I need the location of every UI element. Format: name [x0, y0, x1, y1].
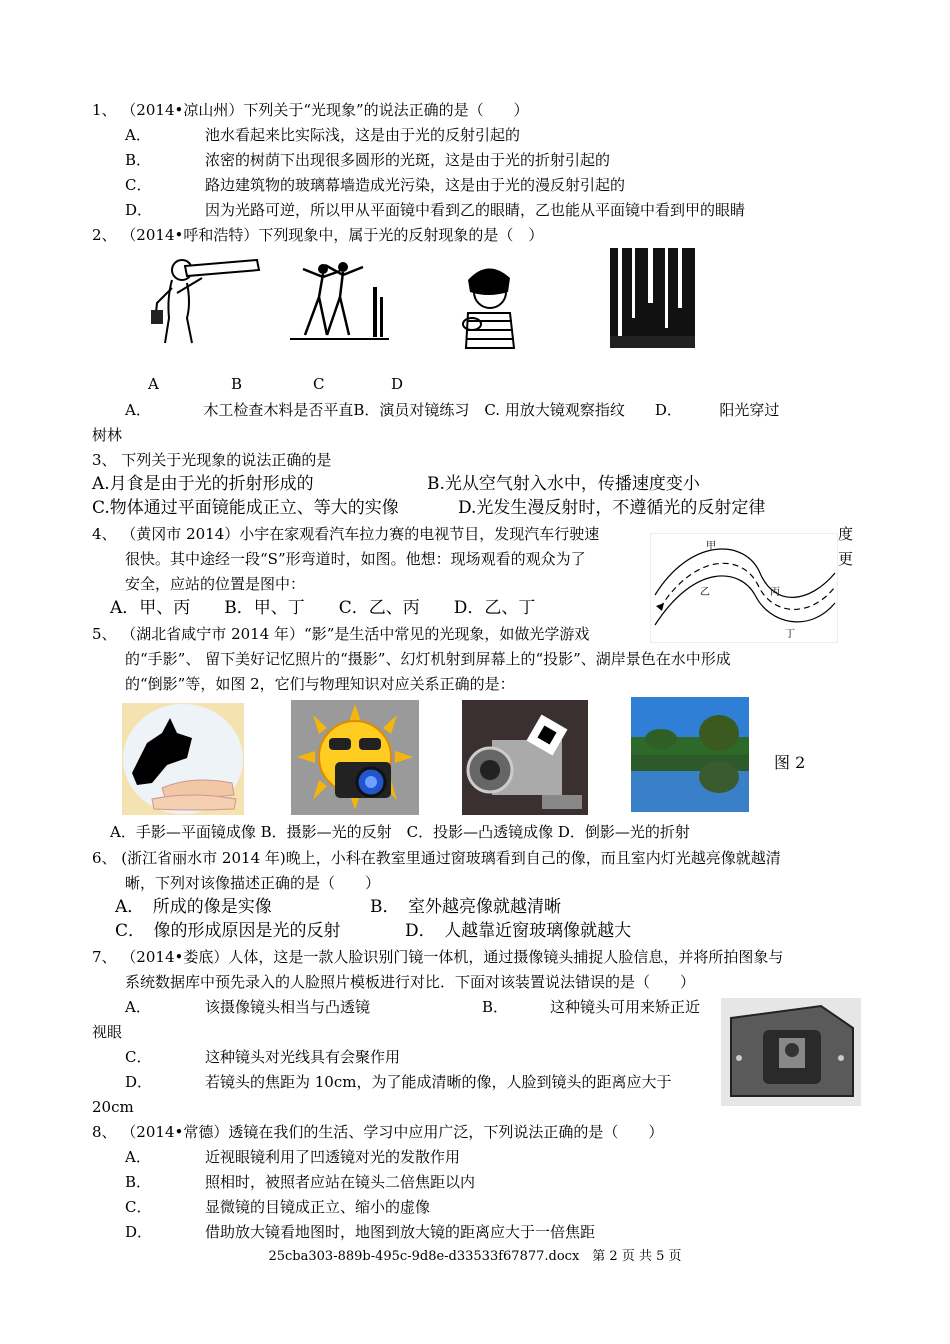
- q2-label-a: A: [148, 375, 159, 393]
- s-curve-label-jia: 甲: [706, 541, 716, 552]
- face-recognition-device-image: [721, 998, 861, 1106]
- q4-line1: 4、 （黄冈市 2014）小宇在家观看汽车拉力赛的电视节目，发现汽车行驶速: [92, 525, 600, 543]
- q3-option-b: B.光从空气射入水中，传播速度变小: [427, 474, 700, 494]
- q4-line2-end: 更: [838, 550, 854, 568]
- q8-option-d: 借助放大镜看地图时，地图到放大镜的距离应大于一倍焦距: [205, 1223, 596, 1241]
- q1-option-c: 路边建筑物的玻璃幕墙造成光污染，这是由于光的漫反射引起的: [205, 176, 626, 194]
- q4-line3: 安全，应站的位置是图中：: [125, 575, 306, 593]
- projector-image: [462, 700, 588, 815]
- s-curve-label-ding: 丁: [785, 629, 795, 640]
- q4-line1-end: 度: [838, 525, 854, 543]
- q7-option-d-wrap: 20cm: [92, 1098, 134, 1116]
- q2-label-b: B: [231, 375, 243, 393]
- q2-options: A． 木工检查木料是否平直B．演员对镜练习 C. 用放大镜观察指纹 D． 阳光穿过: [125, 401, 780, 419]
- q7-line2: 系统数据库中预先录入的人脸照片模板进行对比．下面对该装置说法错误的是（ ）: [125, 973, 696, 991]
- q1-option-a: 池水看起来比实际浅，这是由于光的反射引起的: [205, 126, 521, 144]
- q7-option-c-letter: C．: [125, 1048, 152, 1066]
- s-curve-label-bing: 丙: [770, 587, 780, 598]
- q7-option-a: 该摄像镜头相当与凸透镜: [205, 998, 371, 1016]
- q3-option-a: A.月食是由于光的折射形成的: [92, 474, 314, 494]
- q3-option-d: D.光发生漫反射时，不遵循光的反射定律: [458, 498, 766, 518]
- q1-option-a-letter: A．: [125, 126, 151, 144]
- q2-label-c: C: [313, 375, 325, 393]
- s-curve-label-yi: 乙: [700, 587, 710, 598]
- q7-option-d-letter: D．: [125, 1073, 153, 1091]
- q5-line1: 5、 （湖北省咸宁市 2014 年）“影”是生活中常见的光现象，如做光学游戏: [92, 625, 590, 643]
- q6-line2: 晰，下列对该像描述正确的是（ ）: [125, 874, 381, 892]
- q6-option-d: D． 人越靠近窗玻璃像就越大: [405, 921, 632, 941]
- q8-option-c-letter: C．: [125, 1198, 152, 1216]
- q1-option-c-letter: C．: [125, 176, 152, 194]
- q7-option-c: 这种镜头对光线具有会聚作用: [205, 1048, 401, 1066]
- sun-camera-image: [291, 700, 419, 815]
- carpenter-image: [147, 248, 265, 348]
- q8-option-a-letter: A．: [125, 1148, 151, 1166]
- q7-option-b-letter: B．: [482, 998, 509, 1016]
- q1-stem: 1、 （2014•凉山州）下列关于“光现象”的说法正确的是（ ）: [92, 101, 529, 119]
- q5-line2: 的“手影”、 留下美好记忆照片的“摄影”、幻灯机射到屏幕上的“投影”、湖岸景色在水中形成: [125, 650, 731, 668]
- lake-reflection-image: [631, 697, 749, 812]
- q7-option-b-wrap: 视眼: [92, 1023, 123, 1041]
- q6-line1: 6、 (浙江省丽水市 2014 年)晚上，小科在教室里通过窗玻璃看到自己的像，而且室内灯光越亮像就越清: [92, 849, 781, 867]
- q1-option-d: 因为光路可逆，所以甲从平面镜中看到乙的眼睛，乙也能从平面镜中看到甲的眼睛: [205, 201, 746, 219]
- q4-options: A．甲、丙 B．甲、丁 C．乙、丙 D．乙、丁: [110, 598, 536, 618]
- s-curve-diagram: [650, 533, 838, 643]
- q5-line3: 的“倒影”等，如图 2，它们与物理知识对应关系正确的是：: [125, 675, 515, 693]
- q2-options-wrap: 树林: [92, 426, 123, 444]
- q8-option-c: 显微镜的目镜成正立、缩小的虚像: [205, 1198, 431, 1216]
- q1-option-d-letter: D．: [125, 201, 153, 219]
- dancers-mirror-image: [285, 257, 393, 345]
- q8-option-a: 近视眼镜利用了凹透镜对光的发散作用: [205, 1148, 461, 1166]
- magnifier-boy-image: [448, 258, 528, 356]
- q2-stem: 2、 （2014•呼和浩特）下列现象中，属于光的反射现象的是（ ）: [92, 226, 544, 244]
- q4-line2: 很快。其中途经一段“S”形弯道时，如图。他想：现场观看的观众为了: [125, 550, 586, 568]
- q6-option-a: A． 所成的像是实像: [115, 897, 272, 917]
- q3-stem: 3、 下列关于光现象的说法正确的是: [92, 451, 332, 469]
- q2-label-d: D: [391, 375, 404, 393]
- q7-option-a-letter: A．: [125, 998, 151, 1016]
- q6-option-c: C． 像的形成原因是光的反射: [115, 921, 341, 941]
- q8-stem: 8、 （2014•常德）透镜在我们的生活、学习中应用广泛，下列说法正确的是（ ）: [92, 1123, 664, 1141]
- hand-shadow-image: [122, 703, 244, 815]
- q8-option-d-letter: D．: [125, 1223, 153, 1241]
- q7-option-d: 若镜头的焦距为 10cm，为了能成清晰的像，人脸到镜头的距离应大于: [205, 1073, 672, 1091]
- q6-option-b: B． 室外越亮像就越清晰: [370, 897, 561, 917]
- q1-option-b-letter: B．: [125, 151, 152, 169]
- q7-line1: 7、 （2014•娄底）人体，这是一款人脸识别门镜一体机，通过摄像镜头捕捉人脸信息，并将所拍图象与: [92, 948, 784, 966]
- figure-2-label: 图 2: [774, 753, 806, 772]
- q8-option-b-letter: B．: [125, 1173, 152, 1191]
- q8-option-b: 照相时，被照者应站在镜头二倍焦距以内: [205, 1173, 476, 1191]
- q5-options: A．手影—平面镜成像 B．摄影—光的反射 C．投影—凸透镜成像 D．倒影—光的折射: [110, 823, 690, 841]
- q1-option-b: 浓密的树荫下出现很多圆形的光斑，这是由于光的折射引起的: [205, 151, 611, 169]
- page-footer: 25cba303-889b-495c-9d8e-d33533f67877.docx 第 2 页 共 5 页: [268, 1249, 682, 1264]
- forest-sunlight-image: [610, 248, 695, 348]
- q7-option-b: 这种镜头可用来矫正近: [550, 998, 701, 1016]
- q3-option-c: C.物体通过平面镜能成正立、等大的实像: [92, 498, 399, 518]
